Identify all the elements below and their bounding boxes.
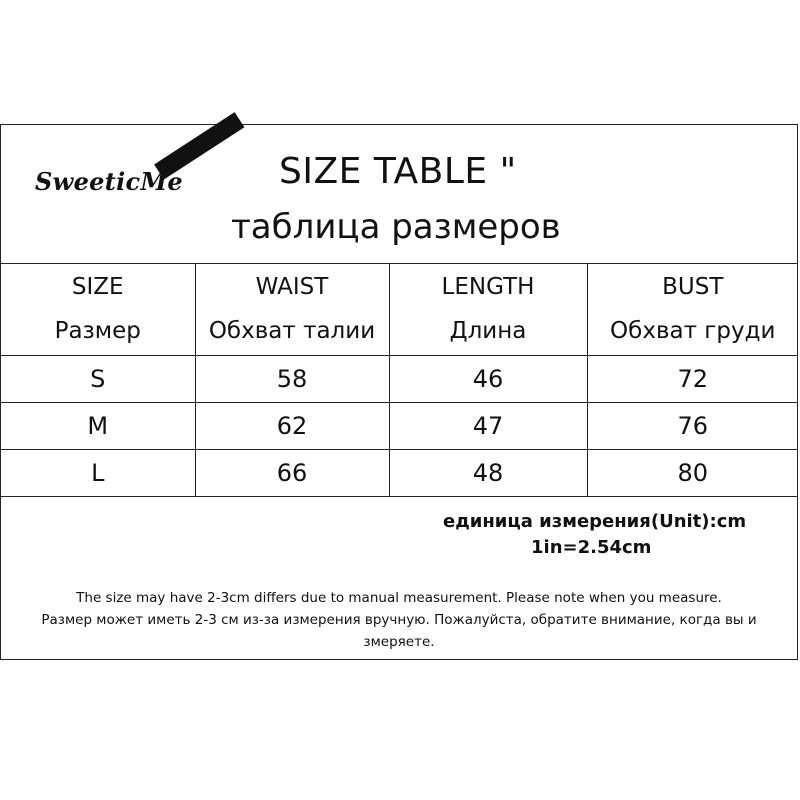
column-header-en: LENGTH <box>441 274 535 300</box>
table-cell: 46 <box>389 356 587 403</box>
unit-label: единица измерения(Unit):cm <box>443 511 747 532</box>
column-header-bust <box>587 263 798 356</box>
column-header-en: WAIST <box>255 274 329 300</box>
size-chart-frame <box>0 124 798 660</box>
table-cell: S <box>1 356 195 403</box>
brand-logo <box>29 133 249 211</box>
table-cell: 62 <box>195 403 389 450</box>
title-russian: таблица размеров <box>231 207 561 247</box>
table-row <box>1 356 798 403</box>
column-header-ru: Обхват талии <box>208 318 376 344</box>
table-cell: 47 <box>389 403 587 450</box>
chart-header <box>1 125 797 264</box>
table-cell: 72 <box>587 356 798 403</box>
table-cell: 66 <box>195 450 389 497</box>
table-cell: M <box>1 403 195 450</box>
note-english: The size may have 2-3cm differs due to manual measurement. Please note when you measure. <box>76 590 722 606</box>
table-cell: L <box>1 450 195 497</box>
table-cell: 48 <box>389 450 587 497</box>
column-header-size <box>1 263 195 356</box>
column-header-ru: Длина <box>449 318 527 344</box>
column-header-ru: Размер <box>54 318 141 344</box>
measurement-note <box>1 587 797 653</box>
size-table <box>1 263 798 497</box>
table-row <box>1 403 798 450</box>
note-russian-line-1: Размер может иметь 2-3 см из-за измерения вручную. Пожалуйста, обратите внимание, когда вы и <box>41 612 757 628</box>
table-cell: 80 <box>587 450 798 497</box>
column-header-en: SIZE <box>71 274 124 300</box>
column-header-length <box>389 263 587 356</box>
column-header-waist <box>195 263 389 356</box>
column-header-en: BUST <box>662 274 724 300</box>
title-english: SIZE TABLE " <box>279 151 517 192</box>
conversion-label: 1in=2.54cm <box>531 537 652 558</box>
table-header-row <box>1 263 798 356</box>
brand-name: SweeticMe <box>35 167 183 196</box>
table-cell: 76 <box>587 403 798 450</box>
table-row <box>1 450 798 497</box>
table-cell: 58 <box>195 356 389 403</box>
column-header-ru: Обхват груди <box>610 318 776 344</box>
note-russian-line-2: змеряете. <box>363 634 435 650</box>
